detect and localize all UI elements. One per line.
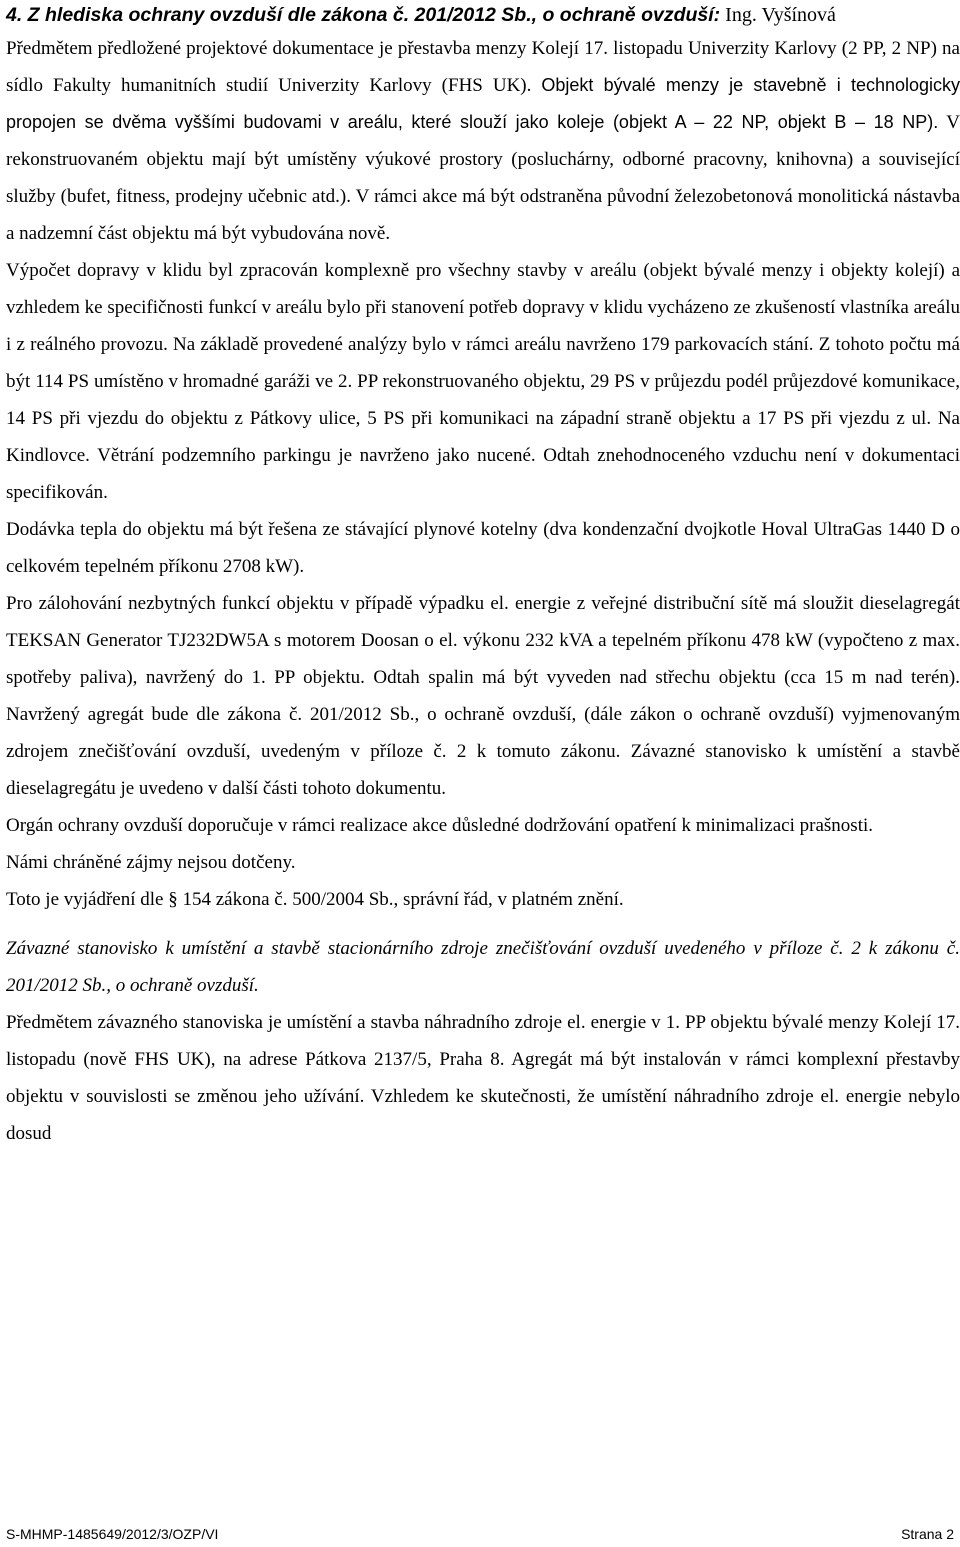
paragraph-text: Předmětem předložené projektové dokumentace je přestavba menzy Kolejí 17. listopadu Univerzity Karlovy (2 PP, 2 NP) na sídlo Fakulty humanitních studií Univerzity Karlovy (FHS UK).	[6, 38, 960, 96]
page-number: Strana 2	[901, 1526, 954, 1542]
paragraph-legal-basis: Toto je vyjádření dle § 154 zákona č. 500/2004 Sb., správní řád, v platném znění.	[6, 889, 624, 910]
section-heading-title: 4. Z hlediska ochrany ovzduší dle zákona č. 201/2012 Sb., o ochraně ovzduší:	[6, 4, 721, 26]
page-footer	[6, 1526, 954, 1542]
section-heading	[6, 0, 960, 30]
paragraph-generator: Pro zálohování nezbytných funkcí objektu v případě výpadku el. energie z veřejné distribuční sítě má sloužit dieselagregát TEKSAN Generator TJ232DW5A s motorem Doosan o el. výkonu 232 kVA a tepelném příkonu 478 kW (vypočteno z max. spotřeby paliva), navržený do 1. PP objektu. Odtah spalin má být vyveden nad střechu objektu (cca 15 m nad terén). Navržený agregát bude dle zákona č. 201/2012 Sb., o ochraně ovzduší, (dále zákon o ochraně ovzduší) vyjmenovaným zdrojem znečišťování ovzduší, uvedeným v příloze č. 2 k tomuto zákonu. Závazné stanovisko k umístění a stavbě dieselagregátu je uvedeno v další části tohoto dokumentu.	[6, 593, 960, 799]
binding-opinion-title: Závazné stanovisko k umístění a stavbě stacionárního zdroje znečišťování ovzduší uvedeného v příloze č. 2 k zákonu č. 201/2012 Sb., o ochraně ovzduší.	[6, 938, 960, 996]
paragraph-parking: Výpočet dopravy v klidu byl zpracován komplexně pro všechny stavby v areálu (objekt bývalé menzy i objekty kolejí) a vzhledem ke specifičnosti funkcí v areálu bylo při stanovení potřeb dopravy v klidu vycházeno ze zkušeností vlastníka areálu i z reálného provozu. Na základě provedené analýzy bylo v rámci areálu navrženo 179 parkovacích stání. Z tohoto počtu má být 114 PS umístěno v hromadné garáži ve 2. PP rekonstruovaného objektu, 29 PS v průjezdu podél průjezdové komunikace, 14 PS při vjezdu do objektu z Pátkovy ulice, 5 PS při komunikaci na západní straně objektu a 17 PS při vjezdu z ul. Na Kindlovce. Větrání podzemního parkingu je navrženo jako nucené. Odtah znehodnoceného vzduchu není v dokumentaci specifikován.	[6, 260, 960, 503]
paragraph-heating: Dodávka tepla do objektu má být řešena ze stávající plynové kotelny (dva kondenzační dvojkotle Hoval UltraGas 1440 D o celkovém tepelném příkonu 2708 kW).	[6, 519, 960, 577]
paragraph-project-intro	[6, 30, 960, 252]
paragraph-dust-recommendation: Orgán ochrany ovzduší doporučuje v rámci realizace akce důsledné dodržování opatření k minimalizaci prašnosti.	[6, 815, 873, 836]
document-page	[6, 0, 960, 1152]
binding-opinion-text: Předmětem závazného stanoviska je umístění a stavba náhradního zdroje el. energie v 1. PP objektu bývalé menzy Kolejí 17. listopadu (nově FHS UK), na adrese Pátkova 2137/5, Praha 8. Agregát má být instalován v rámci komplexní přestavby objektu v souvislosti se změnou jeho užívání. Vzhledem ke skutečnosti, že umístění náhradního zdroje el. energie nebylo dosud	[6, 1012, 960, 1144]
paragraph-text-building: Objekt bývalé menzy je stavebně i technologicky propojen se dvěma vyššími budovami v areálu, které slouží jako koleje (objekt A – 22 NP, objekt B – 18 NP).	[6, 75, 960, 132]
paragraph-interests: Námi chráněné zájmy nejsou dotčeny.	[6, 852, 296, 873]
paragraph-text-renovation: V rekonstruovaném objektu mají být umístěny výukové prostory (posluchárny, odborné pracovny, knihovna) a související služby (bufet, fitness, prodejny učebnic atd.). V rámci akce má být odstraněna původní železobetonová monolitická nástavba a nadzemní část objektu má být vybudována nově.	[6, 112, 960, 244]
reference-number: S-MHMP-1485649/2012/3/OZP/VI	[6, 1526, 219, 1542]
section-heading-official: Ing. Vyšínová	[720, 4, 836, 26]
